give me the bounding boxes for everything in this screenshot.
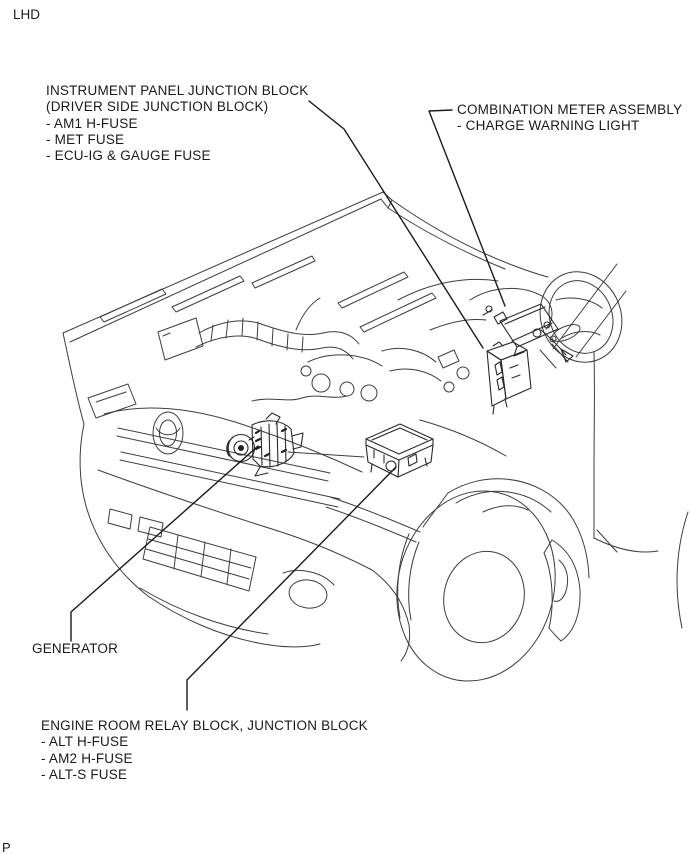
leader-line-combination-meter-assembly — [429, 110, 505, 306]
label-combination-meter-assembly — [457, 102, 682, 135]
label-line: - MET FUSE — [46, 131, 125, 147]
steering-wheel — [527, 259, 636, 374]
label-line: - ALT-S FUSE — [41, 766, 128, 782]
label-line: INSTRUMENT PANEL JUNCTION BLOCK — [46, 83, 309, 98]
leader-lines — [71, 101, 505, 710]
toyota-emblem — [153, 412, 183, 454]
label-line: - ALT H-FUSE — [41, 734, 129, 750]
front-grille — [98, 408, 372, 570]
label-engine-room-relay-block — [41, 718, 368, 783]
instrument-panel-junction-block-illustration — [487, 342, 531, 414]
label-line: COMBINATION METER ASSEMBLY — [457, 102, 683, 117]
leader-line-engine-room-relay-block — [187, 467, 396, 710]
front-wheel-and-fender — [377, 474, 589, 698]
label-line: GENERATOR — [32, 641, 119, 656]
fog-lamp — [283, 570, 334, 610]
label-instrument-panel-junction-block — [46, 83, 308, 164]
page-footer-text: P — [2, 840, 11, 854]
lhd-marker: LHD — [13, 7, 41, 22]
label-line: - AM2 H-FUSE — [41, 750, 133, 766]
label-line: - AM1 H-FUSE — [46, 115, 138, 131]
cab-and-door — [398, 264, 688, 628]
front-bumper — [86, 506, 410, 661]
engine-room-relay-block-illustration — [366, 424, 433, 477]
generator-illustration — [227, 413, 303, 476]
label-line: - CHARGE WARNING LIGHT — [457, 118, 640, 134]
label-line: - ECU-IG & GAUGE FUSE — [46, 148, 211, 164]
leader-line-instrument-panel-junction-block — [309, 101, 483, 348]
label-line: ENGINE ROOM RELAY BLOCK, JUNCTION BLOCK — [41, 718, 368, 733]
label-generator — [32, 641, 118, 657]
label-line: (DRIVER SIDE JUNCTION BLOCK) — [46, 99, 269, 115]
wheel-rim — [434, 543, 534, 652]
